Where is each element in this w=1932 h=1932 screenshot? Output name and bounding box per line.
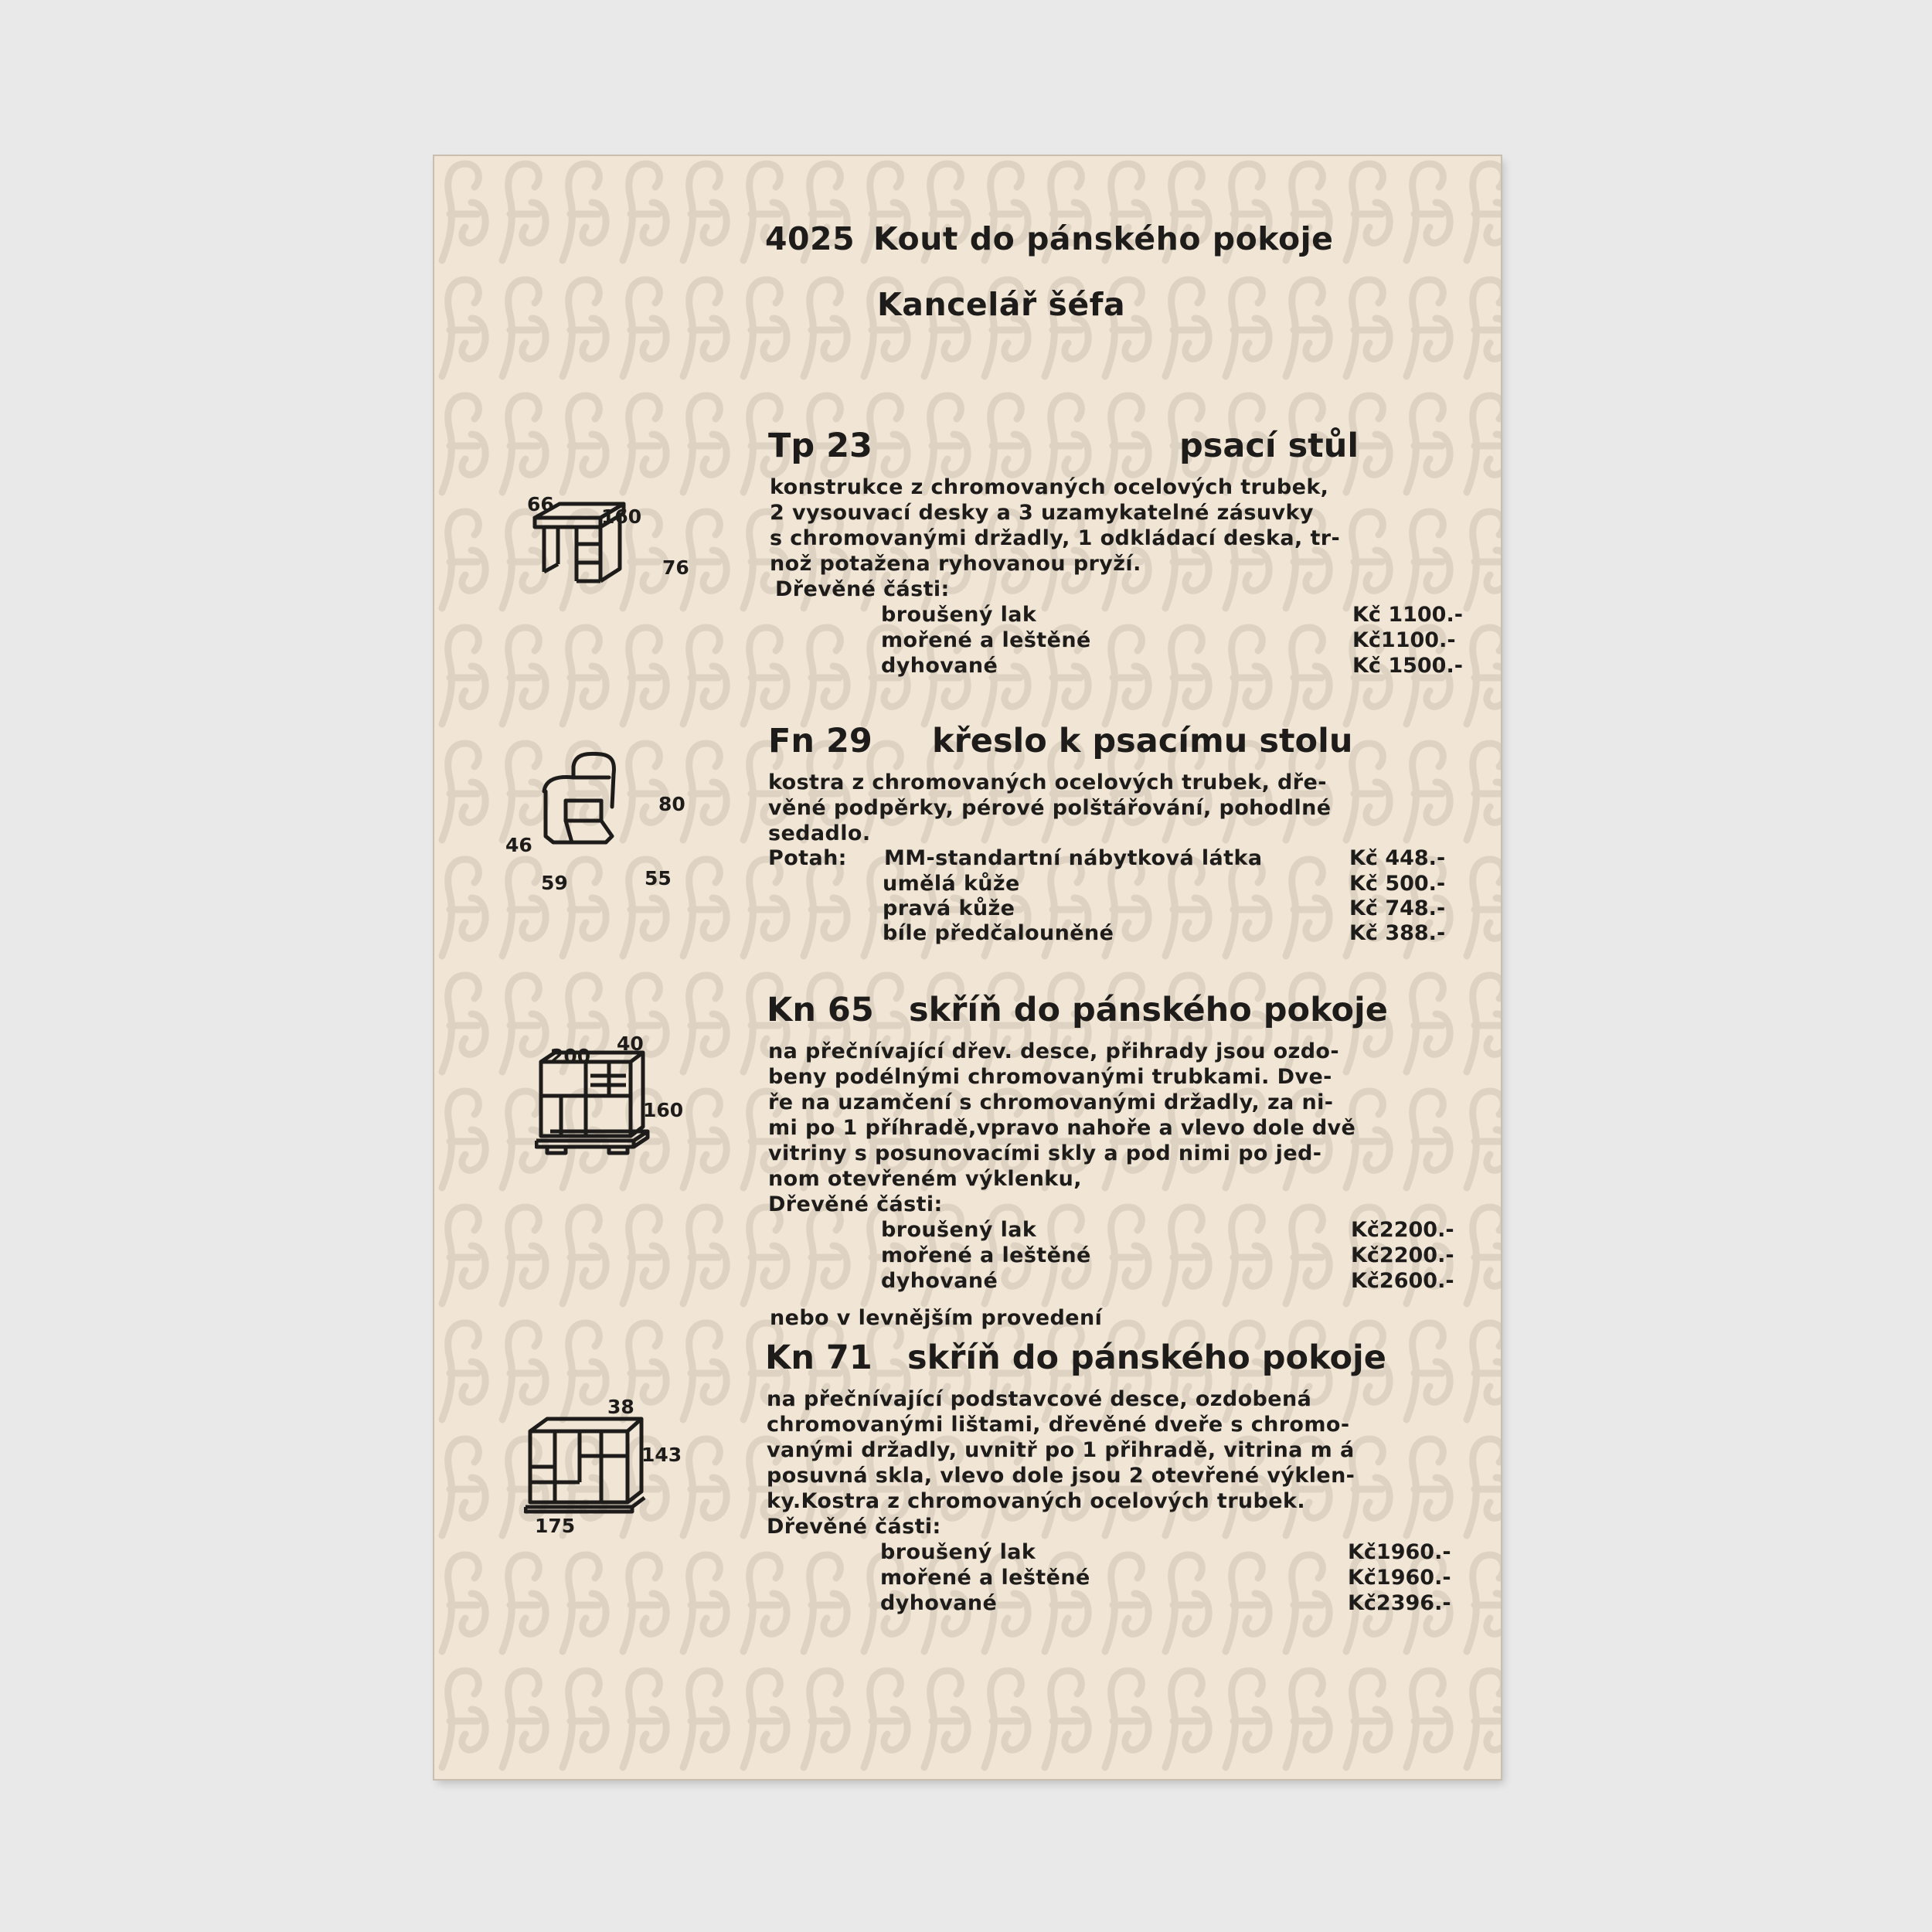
dimension-label: 66: [527, 493, 554, 515]
option-label: pravá kůže: [883, 896, 1015, 920]
catalog-page: [434, 156, 1501, 1779]
option-price: Kč2600.-: [1351, 1269, 1454, 1293]
option-label: broušený lak: [881, 603, 1037, 627]
item-desc-line: ře na uzamčení s chromovanými držadly, za ni-: [768, 1090, 1334, 1114]
option-price: Kč 1500.-: [1352, 654, 1463, 678]
item-note: nebo v levnějším provedení: [770, 1306, 1103, 1330]
item-code: Kn 71: [765, 1338, 872, 1377]
item-desc-line: posuvná skla, vlevo dole jsou 2 otevřené výklen-: [767, 1464, 1355, 1488]
option-label: dyhované: [880, 1591, 998, 1615]
option-label: mořené a leštěné: [881, 1243, 1091, 1267]
item-desc-line: vanými držadly, uvnitř po 1 přihradě, vitrina m á: [767, 1438, 1355, 1462]
item-desc-line: nom otevřeném výklenku,: [768, 1167, 1082, 1191]
dimension-label: 80: [658, 793, 685, 815]
parts-label: Dřevěné části:: [775, 577, 950, 601]
page-title: Kout do pánského pokoje: [873, 220, 1334, 257]
option-label: MM-standartní nábytková látka: [884, 846, 1263, 870]
catalog-code: 4025: [765, 220, 855, 257]
option-label: dyhované: [881, 654, 998, 678]
option-price: Kč1100.-: [1352, 628, 1456, 652]
item-desc-line: na přečnívající dřev. desce, přihrady jsou ozdo-: [768, 1039, 1339, 1063]
item-desc-line: věné podpěrky, pérové polštářování, pohodlné: [768, 796, 1332, 820]
item-desc-line: mi po 1 příhradě,vpravo nahoře a vlevo dole dvě: [768, 1116, 1356, 1140]
item-name: skříň do pánského pokoje: [907, 1338, 1386, 1377]
watermark-pattern: [434, 156, 1501, 1779]
option-price: Kč2200.-: [1351, 1243, 1454, 1267]
option-label: broušený lak: [880, 1540, 1036, 1564]
parts-label: Dřevěné části:: [767, 1515, 941, 1539]
option-label: mořené a leštěné: [881, 628, 1091, 652]
item-desc-line: sedadlo.: [768, 821, 871, 845]
item-desc-line: vitriny s posunovacími skly a pod nimi po jed-: [768, 1141, 1322, 1165]
item-desc-line: nož potažena ryhovanou pryží.: [770, 552, 1141, 576]
option-price: Kč2396.-: [1348, 1591, 1451, 1615]
option-price: Kč2200.-: [1351, 1218, 1454, 1242]
item-desc-line: kostra z chromovaných ocelových trubek, dře-: [768, 770, 1327, 794]
option-label: dyhované: [881, 1269, 998, 1293]
option-price: Kč 748.-: [1349, 896, 1446, 920]
item-code: Tp 23: [768, 427, 872, 465]
option-price: Kč 388.-: [1349, 921, 1446, 945]
item-name: skříň do pánského pokoje: [909, 991, 1388, 1029]
option-label: broušený lak: [881, 1218, 1037, 1242]
wardrobe-sketch-icon: [524, 1408, 648, 1524]
dimension-label: 76: [662, 556, 689, 579]
item-code: Kn 65: [767, 991, 874, 1029]
item-desc-line: beny podélnými chromovanými trubkami. Dve-: [768, 1065, 1332, 1089]
item-desc-line: chromovanými lištami, dřevěné dveře s chromo-: [767, 1413, 1350, 1437]
item-name: křeslo k psacímu stolu: [932, 722, 1353, 760]
option-label: umělá kůže: [883, 872, 1020, 896]
option-label: bíle předčalouněné: [883, 921, 1114, 945]
dimension-label: 200: [550, 1045, 591, 1067]
item-desc-line: ky.Kostra z chromovaných ocelových trubek.: [767, 1489, 1305, 1513]
option-label: mořené a leštěné: [880, 1566, 1090, 1590]
option-price: Kč 448.-: [1349, 846, 1446, 870]
item-desc-line: na přečnívající podstavcové desce, ozdobená: [767, 1387, 1312, 1411]
page-subtitle: Kancelář šéfa: [877, 286, 1126, 323]
dimension-label: 160: [601, 505, 642, 528]
dimension-label: 46: [505, 834, 532, 856]
dimension-label: 175: [535, 1515, 576, 1537]
parts-label: Dřevěné části:: [768, 1192, 943, 1216]
dimension-label: 38: [607, 1396, 634, 1418]
option-price: Kč 500.-: [1349, 872, 1446, 896]
item-code: Fn 29: [768, 722, 872, 760]
dimension-label: 59: [541, 872, 568, 894]
dimension-label: 55: [645, 867, 672, 889]
dimension-label: 40: [617, 1032, 644, 1055]
option-price: Kč1960.-: [1348, 1540, 1451, 1564]
option-price: Kč1960.-: [1348, 1566, 1451, 1590]
item-desc-line: 2 vysouvací desky a 3 uzamykatelné zásuvky: [770, 501, 1314, 525]
item-desc-line: s chromovanými držadly, 1 odkládací deska, tr-: [770, 526, 1341, 550]
option-price: Kč 1100.-: [1352, 603, 1463, 627]
parts-label: Potah:: [768, 846, 847, 870]
armchair-sketch-icon: [535, 743, 635, 867]
dimension-label: 143: [641, 1444, 682, 1466]
dimension-label: 160: [643, 1099, 684, 1121]
item-desc-line: konstrukce z chromovaných ocelových trubek,: [770, 475, 1329, 499]
item-name: psací stůl: [1179, 427, 1359, 465]
